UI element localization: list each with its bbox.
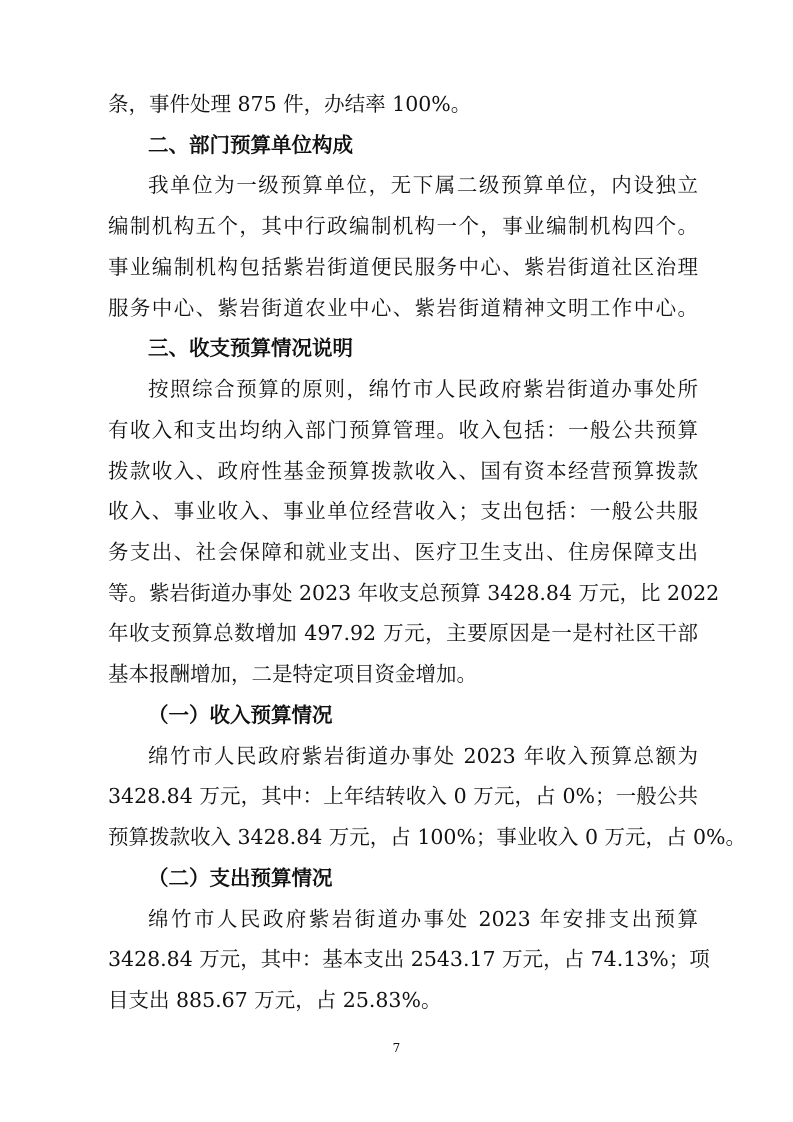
paragraph-line: 等。紫岩街道办事处 2023 年收支总预算 3428.84 万元，比 2022 bbox=[108, 581, 720, 605]
paragraph-line: 基本报酬增加，二是特定项目资金增加。 bbox=[108, 662, 477, 686]
paragraph-line: 3428.84 万元，其中：上年结转收入 0 万元，占 0%；一般公共 bbox=[108, 784, 698, 808]
paragraph-line: 拨款收入、政府性基金预算拨款收入、国有资本经营预算拨款 bbox=[108, 459, 698, 483]
paragraph-line: 务支出、社会保障和就业支出、医疗卫生支出、住房保障支出 bbox=[108, 540, 698, 564]
paragraph-line: 有收入和支出均纳入部门预算管理。收入包括：一般公共预算 bbox=[108, 418, 698, 442]
section-heading-3: 三、收支预算情况说明 bbox=[148, 336, 353, 360]
section-heading-2: 二、部门预算单位构成 bbox=[148, 133, 353, 157]
paragraph-line: 事业编制机构包括紫岩街道便民服务中心、紫岩街道社区治理 bbox=[108, 255, 698, 279]
paragraph-line: 年收支预算总数增加 497.92 万元，主要原因是一是村社区干部 bbox=[108, 621, 698, 645]
paragraph-line: 目支出 885.67 万元，占 25.83%。 bbox=[108, 988, 442, 1012]
subsection-heading-income: （一）收入预算情况 bbox=[148, 703, 333, 727]
paragraph-line: 服务中心、紫岩街道农业中心、紫岩街道精神文明工作中心。 bbox=[108, 296, 698, 320]
subsection-heading-expense: （二）支出预算情况 bbox=[148, 866, 333, 890]
paragraph-line: 3428.84 万元，其中：基本支出 2543.17 万元，占 74.13%；项 bbox=[108, 947, 710, 971]
paragraph-line: 我单位为一级预算单位，无下属二级预算单位，内设独立 bbox=[148, 173, 698, 197]
paragraph-line: 条，事件处理 875 件，办结率 100%。 bbox=[108, 92, 472, 116]
page-number: 7 bbox=[392, 1041, 401, 1055]
paragraph-line: 绵竹市人民政府紫岩街道办事处 2023 年安排支出预算 bbox=[148, 907, 698, 931]
paragraph-line: 按照综合预算的原则，绵竹市人民政府紫岩街道办事处所 bbox=[148, 377, 698, 401]
paragraph-line: 预算拨款收入 3428.84 万元，占 100%；事业收入 0 万元，占 0%。 bbox=[108, 825, 747, 849]
paragraph-line: 编制机构五个，其中行政编制机构一个，事业编制机构四个。 bbox=[108, 214, 698, 238]
paragraph-line: 收入、事业收入、事业单位经营收入；支出包括：一般公共服 bbox=[108, 499, 698, 523]
paragraph-line: 绵竹市人民政府紫岩街道办事处 2023 年收入预算总额为 bbox=[148, 744, 698, 768]
